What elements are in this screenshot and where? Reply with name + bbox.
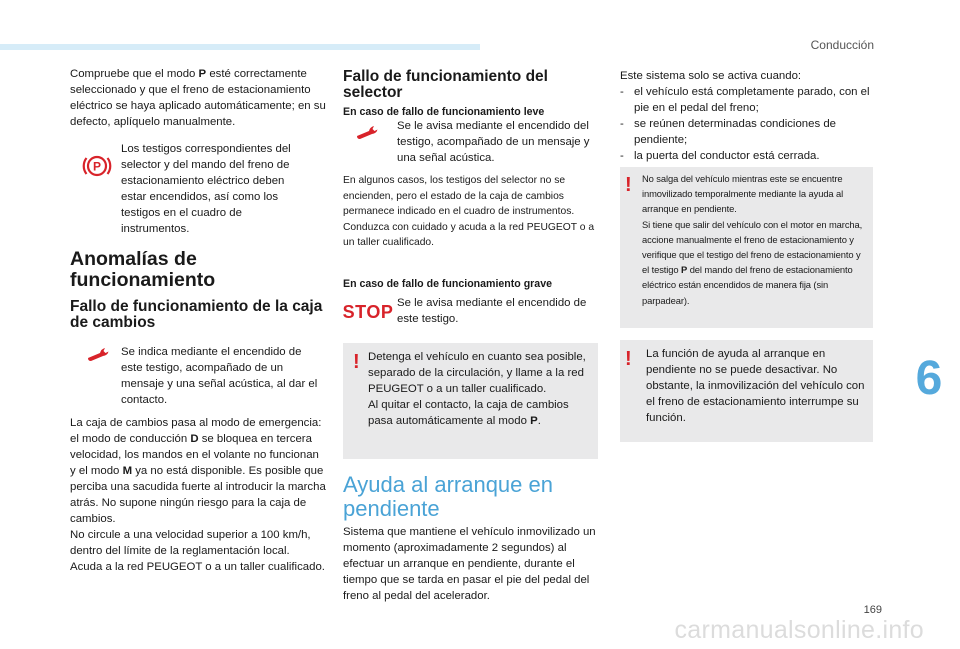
header-accent-bar (0, 44, 480, 50)
condition-item: - la puerta del conductor está cerrada. (620, 148, 878, 164)
severe-fault-title: En caso de fallo de funcionamiento grave (343, 278, 552, 290)
watermark: carmanualsonline.info (674, 616, 924, 644)
hill-start-title: Ayuda al arranque en pendiente (343, 472, 553, 521)
minor-fault-title: En caso de fallo de funcionamiento leve (343, 106, 545, 118)
exclamation-icon: ! (625, 348, 632, 370)
exclamation-icon: ! (353, 351, 360, 373)
cannot-deactivate-callout (620, 340, 873, 442)
condition-item: - se reúnen determinadas condiciones de pendiente; (620, 116, 878, 148)
selector-fault-heading: Fallo de funcionamiento del selector (343, 68, 548, 101)
intro-paragraph: Compruebe que el modo P esté correctamente seleccionado y que el freno de estacionamiento eléctrico se haya aplicado automáticamente; en su defecto, aplíquelo manualmente. (70, 68, 326, 128)
activation-intro: Este sistema solo se activa cuando: (620, 70, 802, 82)
cannot-deactivate-text: La función de ayuda al arranque en pendiente no se puede desactivar. No obstante, la inmovilización del vehículo con el freno de estacionamiento interrumpe su función. (646, 348, 865, 424)
wrench-icon (355, 124, 379, 140)
manual-brake-text: Si tiene que salir del vehículo con el motor en marcha, accione manualmente el freno de estacionamiento y verifique que el testigo del freno de estacionamiento y el testigo P del mando del freno de estacionamiento eléctrico están encendidos de manera fija (sin parpadear). (642, 218, 863, 306)
activation-conditions (620, 68, 878, 164)
do-not-exit-text: No salga del vehículo mientras este se encuentre inmovilizado temporalmente mediante la ayuda al arranque en pendiente. (642, 173, 844, 215)
parking-note: Los testigos correspondientes del selector y del mando del freno de estacionamiento eléctrico deben estar encendidos, así como los testigos en el cuadro de instrumentos. (121, 143, 291, 235)
parking-brake-warning-icon (82, 152, 112, 180)
chapter-number (898, 336, 960, 420)
section-title: Conducción (810, 38, 874, 52)
gearbox-fault-note: Se indica mediante el encendido de este testigo, acompañado de un mensaje y una señal acústica, al dar el contacto. (121, 346, 318, 406)
gearbox-fault-heading: Fallo de funcionamiento de la caja de cambios (70, 298, 323, 331)
do-not-exit-callout (620, 167, 873, 328)
svg-text:P: P (92, 159, 102, 174)
wrench-icon (86, 346, 110, 362)
condition-item: - el vehículo está completamente parado, con el pie en el pedal del freno; (620, 84, 878, 116)
page-number: 169 (863, 604, 882, 616)
stop-warning-text-2: Al quitar el contacto, la caja de cambios pasa automáticamente al modo P. (368, 399, 569, 427)
hill-start-body: Sistema que mantiene el vehículo inmovilizado un momento (aproximadamente 2 segundos) al efectuar un arranque en pendiente, durante el tiempo que se tarda en pasar el pie del pedal del freno al pedal del acelerador. (343, 526, 596, 602)
chapter-number-label: 6 (915, 351, 943, 405)
stop-icon (342, 301, 394, 322)
stop-warning-callout (343, 343, 598, 459)
stop-warning-text: Detenga el vehículo en cuanto sea posible, separado de la circulación, y llame a la red PEUGEOT o a un taller cualificado. (368, 351, 586, 395)
minor-fault-note: Se le avisa mediante el encendido del testigo, acompañado de un mensaje y una señal acústica. (397, 120, 590, 164)
severe-fault-note: Se le avisa mediante el encendido de este testigo. (397, 297, 587, 325)
stop-label: STOP (342, 301, 394, 322)
minor-fault-body: En algunos casos, los testigos del selector no se encienden, pero el estado de la caja de cambios permanece indicado en el cuadro de instrumentos. Conduzca con cuidado y acuda a la red PEUGEOT o a un taller cualificado. (343, 175, 595, 248)
exclamation-icon: ! (625, 174, 632, 196)
page-heading: Anomalías de funcionamiento (70, 248, 216, 291)
gearbox-fault-body: La caja de cambios pasa al modo de emergencia: el modo de conducción D se bloquea en tercera velocidad, los mandos en el volante no funcionan y el modo M ya no está disponible. Es posible que perciba una sacudida fuerte al introducir la marcha atrás. No supone ningún riesgo para la caja de cambios. No circule a una velocidad superior a 100 km/h, dentro del límite de la reglamentación local. Acuda a la red PEUGEOT o a un taller cualificado. (70, 417, 326, 573)
